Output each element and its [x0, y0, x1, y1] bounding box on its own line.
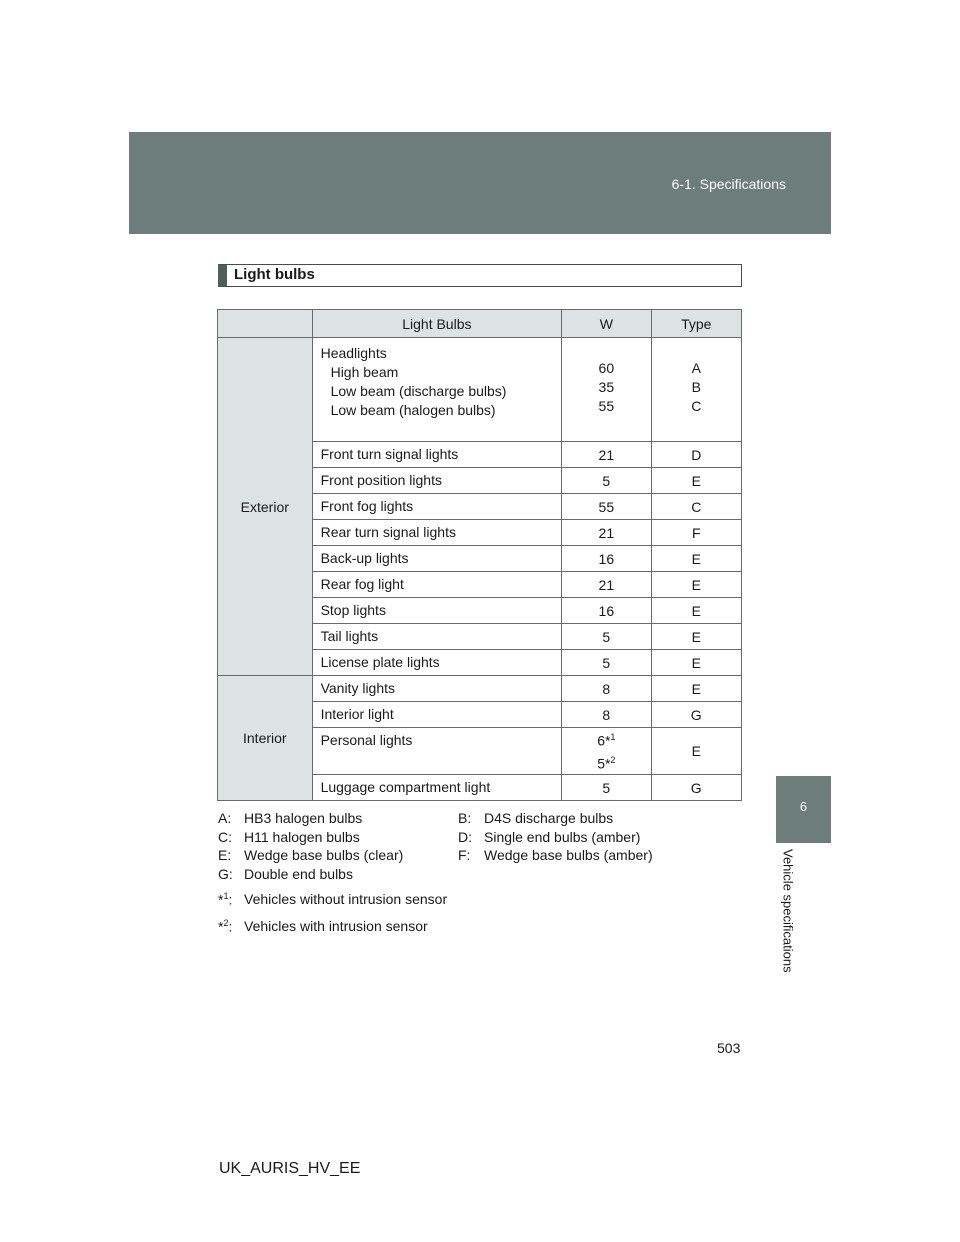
watt-value: 55: [562, 494, 651, 520]
bulb-name: Front position lights: [312, 468, 562, 494]
type-value: C: [651, 494, 742, 520]
type-value: E: [651, 468, 742, 494]
watt-number: 5*: [597, 755, 611, 772]
legend-item: [218, 865, 458, 884]
legend-item: [458, 846, 698, 865]
bulb-name: Personal lights: [312, 728, 562, 775]
footnote-key: [218, 891, 244, 908]
table-row: [218, 676, 742, 702]
watt-value: 21: [562, 520, 651, 546]
watt-value: 5: [562, 624, 651, 650]
legend-text: Single end bulbs (amber): [484, 828, 641, 845]
legend-key: C:: [218, 828, 232, 845]
headlights-title: Headlights: [320, 345, 387, 361]
headlights-cell: [312, 338, 562, 442]
footnote-sup: 2: [223, 918, 229, 928]
footnote-ref: 1: [610, 732, 616, 743]
legend-key: F:: [458, 847, 471, 863]
legend-key: D:: [458, 828, 472, 845]
personal-watts: [562, 728, 651, 775]
watt-value: 5: [562, 468, 651, 494]
type-value: C: [691, 398, 702, 414]
type-value: E: [651, 676, 742, 702]
headlight-item-name: Low beam (discharge bulbs): [330, 383, 507, 399]
watt-value: 21: [562, 442, 651, 468]
legend-item: [218, 809, 458, 828]
column-header-light-bulbs: Light Bulbs: [312, 310, 562, 338]
legend-item: [218, 846, 458, 865]
legend-key: A:: [218, 810, 232, 826]
legend-item: [218, 828, 458, 847]
bulb-name: Back-up lights: [312, 546, 562, 572]
bulb-name: Vanity lights: [312, 676, 562, 702]
bulb-name: Luggage compartment light: [312, 775, 562, 801]
page-number: 503: [717, 1040, 741, 1056]
footnote-2: [218, 918, 428, 935]
watt-value: 8: [562, 702, 651, 728]
watt-value: 16: [562, 598, 651, 624]
type-value: B: [691, 379, 701, 395]
bulb-name: Stop lights: [312, 598, 562, 624]
type-value: E: [651, 624, 742, 650]
section-title: Light bulbs: [218, 264, 742, 287]
type-value: E: [651, 572, 742, 598]
legend-text: D4S discharge bulbs: [484, 810, 614, 826]
watt-value: 5: [562, 775, 651, 801]
bulb-type-legend: [218, 809, 698, 883]
bulb-name: Front fog lights: [312, 494, 562, 520]
footnote-mark: *: [218, 918, 224, 935]
legend-row: [218, 846, 698, 865]
legend-row: [218, 828, 698, 847]
column-header-blank: [218, 310, 313, 338]
group-interior: Interior: [218, 676, 313, 801]
type-value: F: [651, 520, 742, 546]
watt-value: 16: [562, 546, 651, 572]
group-exterior: Exterior: [218, 338, 313, 676]
headlight-item-name: Low beam (halogen bulbs): [330, 402, 496, 418]
legend-row: [218, 865, 698, 884]
chapter-tab-label: Vehicle specifications: [780, 849, 796, 973]
bulb-name: Rear turn signal lights: [312, 520, 562, 546]
section-heading: 6-1. Specifications: [671, 176, 786, 192]
bulb-name: Front turn signal lights: [312, 442, 562, 468]
legend-text: Double end bulbs: [244, 865, 353, 882]
bulb-name: Tail lights: [312, 624, 562, 650]
bulb-name: Interior light: [312, 702, 562, 728]
watt-value: 35: [598, 379, 615, 395]
watt-value: 21: [562, 572, 651, 598]
watt-value: [562, 751, 650, 774]
type-value: E: [651, 650, 742, 676]
footnote-key: [218, 918, 244, 935]
legend-item: [458, 828, 698, 847]
legend-key: E:: [218, 847, 232, 863]
legend-row: [218, 809, 698, 828]
bulb-name: Rear fog light: [312, 572, 562, 598]
type-value: E: [651, 598, 742, 624]
footnote-colon: :: [228, 918, 233, 935]
type-value: A: [691, 360, 701, 376]
footnote-mark: *: [218, 891, 224, 908]
watt-value: 5: [562, 650, 651, 676]
headlights-watts: [562, 338, 651, 442]
type-value: E: [651, 728, 742, 775]
chapter-header: [129, 132, 831, 234]
headlight-item-name: High beam: [330, 364, 399, 380]
type-value: G: [651, 702, 742, 728]
legend-key: B:: [458, 810, 472, 826]
chapter-tab-number: 6: [776, 776, 831, 843]
column-header-w: W: [562, 310, 651, 338]
headlights-types: [651, 338, 742, 442]
watt-value: 8: [562, 676, 651, 702]
footnote-1: [218, 891, 447, 908]
footnote-text: Vehicles without intrusion sensor: [244, 891, 448, 907]
footnote-sup: 1: [223, 891, 229, 901]
light-bulbs-table: [217, 309, 742, 801]
watt-value: 60: [598, 360, 615, 376]
type-value: E: [651, 546, 742, 572]
legend-text: Wedge base bulbs (clear): [244, 847, 404, 863]
legend-text: HB3 halogen bulbs: [244, 810, 363, 826]
legend-text: Wedge base bulbs (amber): [484, 847, 653, 863]
table-row: [218, 338, 742, 442]
bulb-name: License plate lights: [312, 650, 562, 676]
footnote-text: Vehicles with intrusion sensor: [244, 918, 428, 934]
legend-item: [458, 809, 698, 828]
type-value: D: [651, 442, 742, 468]
legend-text: H11 halogen bulbs: [244, 828, 360, 845]
watt-value: 55: [598, 398, 615, 414]
watt-value: [562, 728, 650, 751]
footnote-ref: 2: [610, 755, 616, 765]
table-header-row: [218, 310, 742, 338]
watt-number: 6*: [597, 733, 611, 749]
legend-key: G:: [218, 865, 233, 882]
column-header-type: Type: [651, 310, 742, 338]
footnote-colon: :: [228, 891, 233, 908]
document-code: UK_AURIS_HV_EE: [219, 1160, 361, 1177]
type-value: G: [651, 775, 742, 801]
